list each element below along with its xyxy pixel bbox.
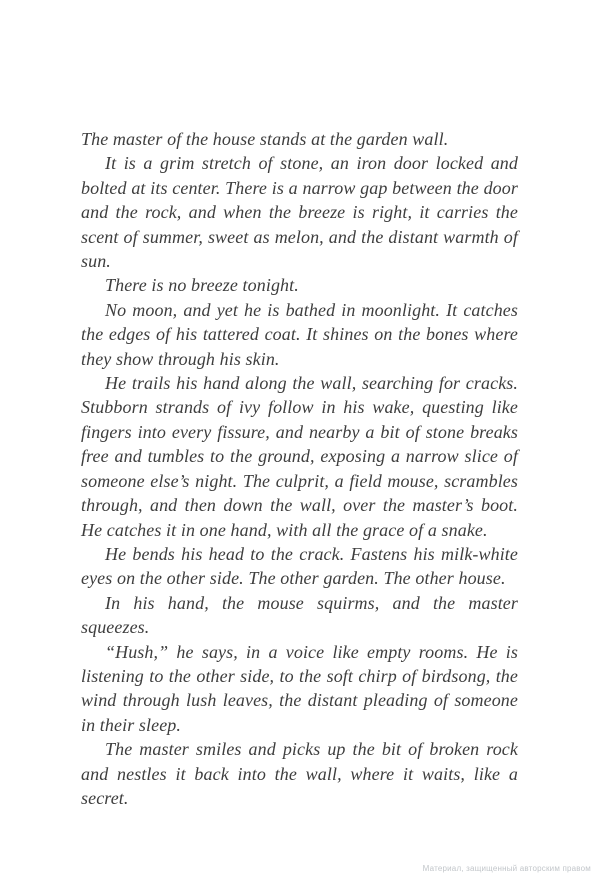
paragraph: “Hush,” he says, in a voice like empty rooms. He is listening to the other side, to the soft chirp of birdsong, the wind through lush leaves, the distant pleading of someone in their sleep. — [81, 641, 518, 735]
paragraph: It is a grim stretch of stone, an iron door locked and bolted at its center. There is a narrow gap between the door and the rock, and when the breeze is right, it carries the scent of summer, sweet as melon, and the distant warmth of sun. — [81, 153, 518, 272]
paragraph: He trails his hand along the wall, searching for cracks. Stubborn strands of ivy follow in his wake, questing like fingers into every fissure, and nearby a bit of stone breaks free and tumbles to the ground, exposing a narrow slice of someone else’s night. The culprit, a field mouse, scrambles through, and then down the wall, over the master’s boot. He catches it in one hand, with all the grace of a snake. — [81, 373, 518, 540]
paragraph: The master smiles and picks up the bit of broken rock and nestles it back into the wall, where it waits, like a secret. — [81, 739, 518, 808]
page-text-block — [81, 127, 518, 810]
paragraph: In his hand, the mouse squirms, and the master squeezes. — [81, 592, 518, 638]
copyright-watermark: Материал, защищенный авторским правом — [422, 864, 591, 873]
paragraph: The master of the house stands at the garden wall. — [81, 129, 449, 149]
paragraph: He bends his head to the crack. Fastens his milk-white eyes on the other side. The other garden. The other house. — [81, 543, 518, 589]
paragraph: No moon, and yet he is bathed in moonlight. It catches the edges of his tattered coat. It shines on the bones where they show through his skin. — [81, 299, 518, 369]
paragraph: There is no breeze tonight. — [105, 275, 299, 296]
